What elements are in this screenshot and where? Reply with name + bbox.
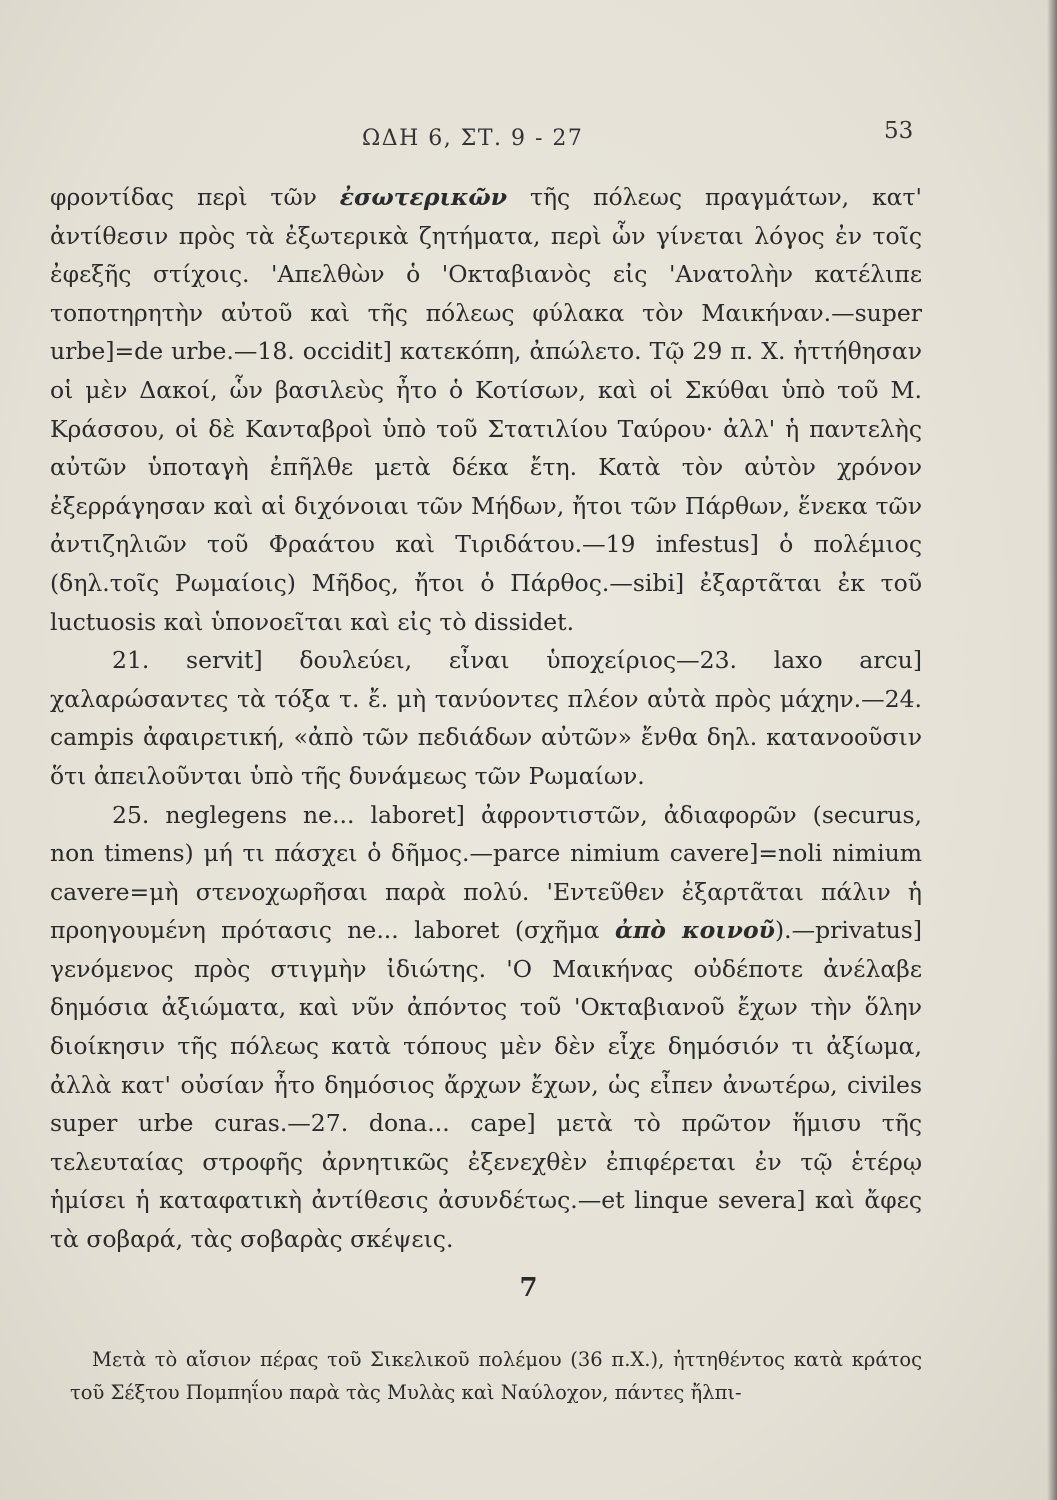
emphasized-term: ἐσωτερικῶν: [339, 183, 508, 211]
emphasized-term: ἀπὸ κοινοῦ: [614, 916, 775, 945]
text-run: ).—privatus] γενόμενος πρὸς στιγμὴν ἰδιώτης. 'Ο Μαικήνας οὐδέποτε ἀνέλαβε δημόσια ἀξιώματα, καὶ νῦν ἀπόντος τοῦ 'Οκταβιανοῦ ἔχων τὴν ὅλην διοίκησιν τῆς πόλεως κατὰ τόπους μὲν δὲν εἶχε δημόσιόν τι ἀξίωμα, ἀλλὰ κατ' οὐσίαν ἦτο δημόσιος ἄρχων ἔχων, ὡς εἶπεν ἀνωτέρω, civiles super urbe curas.—27. dona... cape] μετὰ τὸ πρῶτον ἥμισυ τῆς τελευταίας στροφῆς ἀρνητικῶς ἐξενεχθὲν ἐπιφέρεται ἐν τῷ ἑτέρῳ ἡμίσει ἡ καταφατικὴ ἀντίθεσις ἀσυνδέτως.—et linque severa] καὶ ἄφες τὰ σοβαρά, τὰς σοβαρὰς σκέψεις.: [50, 916, 922, 1254]
page-number: 53: [884, 118, 914, 144]
section-intro-paragraph: Μετὰ τὸ αἴσιον πέρας τοῦ Σικελικοῦ πολέμου (36 π.Χ.), ἡττηθέντος κατὰ κράτος τοῦ Σέξτου Πομπηΐου παρὰ τὰς Μυλὰς καὶ Ναύλοχον, πάντες ἤλπι-: [70, 1348, 922, 1404]
commentary-paragraph-3: [50, 796, 922, 1259]
text-run: φροντίδας περὶ τῶν: [50, 183, 340, 211]
page-header: [0, 118, 1057, 158]
commentary-paragraph-2: 21. servit] δουλεύει, εἶναι ὑποχείριος—23. laxo arcu] χαλαρώσαντες τὰ τόξα τ. ἔ. μὴ τανύοντες πλέον αὐτὰ πρὸς μάχην.—24. campis ἀφαιρετική, «ἀπὸ τῶν πεδιάδων αὐτῶν» ἔνθα δηλ. κατανοοῦσιν ὅτι ἀπειλοῦνται ὑπὸ τῆς δυνάμεως τῶν Ρωμαίων.: [50, 646, 922, 790]
text-run: 25. neglegens ne... laboret] ἀφροντιστῶν, ἀδιαφορῶν (securus, non timens) μή τι πάσχει ὁ δῆμος.—parce nimium cavere]=noli nimium cavere=μὴ στενοχωρῆσαι παρὰ πολύ. 'Εντεῦθεν ἐξαρτᾶται πάλιν ἡ προηγουμένη πρότασις ne... laboret (σχῆμα: [50, 800, 922, 945]
section-intro: [70, 1343, 922, 1409]
commentary-text: [50, 178, 922, 1259]
running-head: ΩΔΗ 6, ΣΤ. 9 - 27: [362, 126, 584, 151]
text-run: τῆς πόλεως πραγμάτων, κατ' ἀντίθεσιν πρὸς τὰ ἐξωτερικὰ ζητήματα, περὶ ὧν γίνεται λόγος ἐν τοῖς ἐφεξῆς στίχοις. 'Απελθὼν ὁ 'Οκταβιανὸς εἰς 'Ανατολὴν κατέλιπε τοποτηρητὴν αὐτοῦ καὶ τῆς πόλεως φύλακα τὸν Μαικήναν.—super urbe]=de urbe.—18. occidit] κατεκόπη, ἀπώλετο. Τῷ 29 π. Χ. ἡττήθησαν οἱ μὲν Δακοί, ὧν βασιλεὺς ἦτο ὁ Κοτίσων, καὶ οἱ Σκύθαι ὑπὸ τοῦ Μ. Κράσσου, οἱ δὲ Κανταβροὶ ὑπὸ τοῦ Στατιλίου Ταύρου· ἀλλ' ἡ παντελὴς αὐτῶν ὑποταγὴ ἐπῆλθε μετὰ δέκα ἔτη. Κατὰ τὸν αὐτὸν χρόνον ἐξερράγησαν καὶ αἱ διχόνοιαι τῶν Μήδων, ἤτοι τῶν Πάρθων, ἕνεκα τῶν ἀντιζηλιῶν τοῦ Φραάτου καὶ Τιριδάτου.—19 infestus] ὁ πολέμιος (δηλ.τοῖς Ρωμαίοις) Μῆδος, ἤτοι ὁ Πάρθος.—sibi] ἐξαρτᾶται ἐκ τοῦ luctuosis καὶ ὑπονοεῖται καὶ εἰς τὸ dissidet.: [50, 183, 922, 636]
commentary-paragraph-1: [50, 178, 922, 641]
section-number: 7: [519, 1273, 538, 1303]
